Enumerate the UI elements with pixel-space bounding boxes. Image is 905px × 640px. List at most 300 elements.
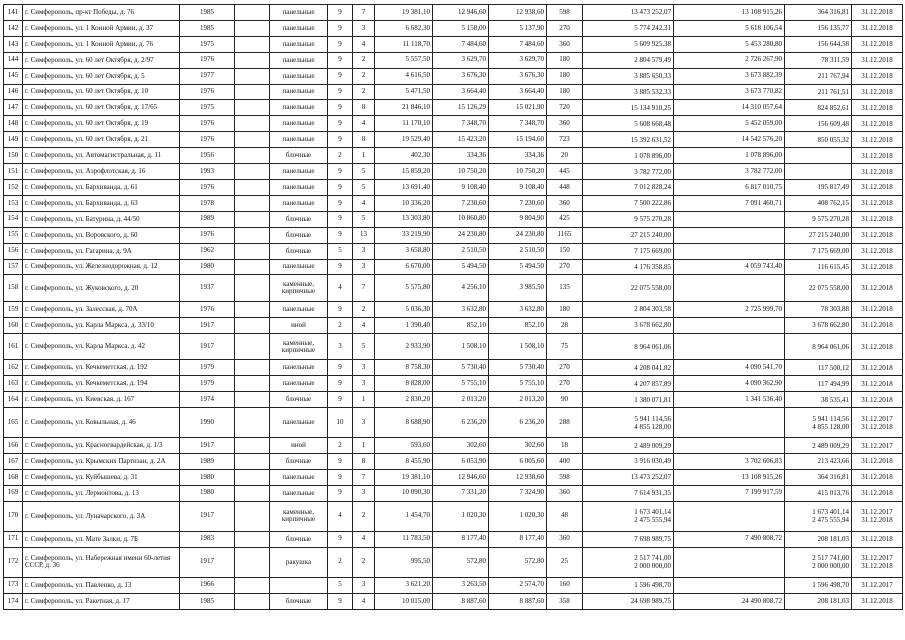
completion-date-line: 31.12.2018 — [861, 597, 893, 606]
living-area-cell: 2 013,20 — [433, 392, 489, 408]
floors-cell: 9 — [328, 5, 353, 21]
entrances-cell: 2 — [353, 68, 375, 84]
table-row — [4, 453, 903, 469]
total-cost-line: 2 000 000,00 — [634, 562, 671, 571]
address-cell: г. Симферополь, ул. Карла Маркса, д. 42 — [23, 333, 180, 360]
row-number-cell: 172 — [4, 547, 23, 577]
residents-cell: 360 — [547, 485, 583, 501]
completion-date-line: 31.12.2018 — [861, 516, 893, 525]
floors-cell: 9 — [328, 68, 353, 84]
completion-date-line: 31.12.2018 — [861, 247, 893, 256]
total-cost-line: 7 175 669,00 — [634, 247, 671, 256]
completion-date-line: 31.12.2018 — [861, 395, 893, 404]
row-number-cell: 152 — [4, 179, 23, 195]
completion-date-cell — [852, 531, 903, 547]
fund-cost-cell: 7 490 808,72 — [674, 531, 785, 547]
address-cell: г. Симферополь, ул. Автомагистральная, д. 11 — [23, 148, 180, 164]
residents-cell: 360 — [547, 36, 583, 52]
year-built-cell: 1980 — [180, 485, 235, 501]
year-built-cell: 1976 — [180, 301, 235, 317]
total-area-cell: 11 118,70 — [375, 36, 433, 52]
owner-cost-line: 38 535,41 — [821, 395, 849, 404]
owner-cost-line: 117 494,99 — [817, 379, 849, 388]
residential-area-cell: 3 629,70 — [489, 52, 547, 68]
owner-cost-cell — [785, 5, 852, 21]
floors-cell: 5 — [328, 577, 353, 593]
year-built-cell: 1917 — [180, 501, 235, 531]
row-number-cell: 145 — [4, 68, 23, 84]
completion-date-line: 31.12.2017 — [861, 581, 893, 590]
completion-date-line: 31.12.2018 — [861, 262, 893, 271]
residents-cell: 18 — [547, 438, 583, 454]
total-area-cell: 11 783,50 — [375, 531, 433, 547]
residential-area-cell: 3 676,30 — [489, 68, 547, 84]
total-area-cell: 5 575,80 — [375, 275, 433, 302]
row-number-cell: 159 — [4, 301, 23, 317]
total-cost-cell — [583, 453, 674, 469]
wall-material-cell: блочные — [270, 453, 328, 469]
wall-material-cell: блочные — [270, 531, 328, 547]
total-cost-cell — [583, 132, 674, 148]
address-cell: г. Симферополь, ул. Карла Маркса, д. 33/10 — [23, 317, 180, 333]
total-cost-line: 24 698 989,75 — [630, 597, 671, 606]
row-number-cell: 165 — [4, 408, 23, 438]
total-cost-line: 2 804 579,49 — [634, 56, 671, 65]
total-cost-cell — [583, 116, 674, 132]
completion-date-line: 31.12.2018 — [861, 305, 893, 314]
table-row — [4, 5, 903, 21]
wall-material-cell: блочные — [270, 148, 328, 164]
total-cost-cell — [583, 164, 674, 180]
table-row — [4, 164, 903, 180]
entrances-cell: 5 — [353, 211, 375, 227]
year-built-cell: 1985 — [180, 5, 235, 21]
table-row — [4, 408, 903, 438]
completion-date-cell — [852, 164, 903, 180]
residential-area-cell: 12 938,60 — [489, 5, 547, 21]
total-cost-line: 4 855 128,00 — [634, 422, 671, 431]
owner-cost-cell — [785, 547, 852, 577]
owner-cost-cell — [785, 211, 852, 227]
row-number-cell: 161 — [4, 333, 23, 360]
blank-cell-cell — [235, 547, 270, 577]
fund-cost-cell: 13 108 915,26 — [674, 469, 785, 485]
wall-material-cell: панельные — [270, 52, 328, 68]
blank-cell-cell — [235, 275, 270, 302]
completion-date-cell — [852, 501, 903, 531]
owner-cost-cell — [785, 179, 852, 195]
address-cell: г. Симферополь, ул. Крымских Партизан, д. 2А — [23, 453, 180, 469]
owner-cost-cell — [785, 408, 852, 438]
year-built-cell: 1983 — [180, 531, 235, 547]
owner-cost-line: 156 135,77 — [817, 24, 849, 33]
blank-cell-cell — [235, 408, 270, 438]
blank-cell-cell — [235, 84, 270, 100]
total-area-cell: 402,30 — [375, 148, 433, 164]
completion-date-cell — [852, 392, 903, 408]
completion-date-cell — [852, 148, 903, 164]
entrances-cell: 2 — [353, 301, 375, 317]
residential-area-cell: 15 021,90 — [489, 100, 547, 116]
residents-cell: 445 — [547, 164, 583, 180]
wall-material-cell: панельные — [270, 68, 328, 84]
completion-date-cell — [852, 469, 903, 485]
total-cost-cell — [583, 392, 674, 408]
address-cell: г. Симферополь, ул. Павленко, д. 13 — [23, 577, 180, 593]
residential-area-cell: 7 484,60 — [489, 36, 547, 52]
living-area-cell: 8 887,60 — [433, 593, 489, 609]
wall-material-cell: панельные — [270, 301, 328, 317]
year-built-cell: 1977 — [180, 68, 235, 84]
year-built-cell: 1979 — [180, 360, 235, 376]
residents-cell: 270 — [547, 360, 583, 376]
total-cost-line: 5 609 925,38 — [634, 40, 671, 49]
completion-date-line: 31.12.2018 — [861, 363, 893, 372]
fund-cost-cell: 24 490 808,72 — [674, 593, 785, 609]
address-cell: г. Симферополь, ул. Ковыльная, д. 46 — [23, 408, 180, 438]
entrances-cell: 8 — [353, 453, 375, 469]
wall-material-cell: панельные — [270, 360, 328, 376]
completion-date-cell — [852, 408, 903, 438]
floors-cell: 9 — [328, 593, 353, 609]
living-area-cell: 3 664,40 — [433, 84, 489, 100]
wall-material-cell: панельные — [270, 36, 328, 52]
completion-date-cell — [852, 100, 903, 116]
row-number-cell: 171 — [4, 531, 23, 547]
living-area-cell: 7 331,20 — [433, 485, 489, 501]
owner-cost-line: 1 673 401,14 — [812, 508, 849, 517]
row-number-cell: 169 — [4, 485, 23, 501]
owner-cost-line: 3 678 662,80 — [812, 321, 849, 330]
total-area-cell: 995,50 — [375, 547, 433, 577]
living-area-cell: 7 230,60 — [433, 195, 489, 211]
entrances-cell: 5 — [353, 164, 375, 180]
blank-cell-cell — [235, 501, 270, 531]
wall-material-cell: панельные — [270, 469, 328, 485]
residents-cell: 720 — [547, 100, 583, 116]
table-row — [4, 259, 903, 275]
total-area-cell: 2 933,90 — [375, 333, 433, 360]
residential-area-cell: 10 750,20 — [489, 164, 547, 180]
total-cost-cell — [583, 148, 674, 164]
completion-date-cell — [852, 593, 903, 609]
blank-cell-cell — [235, 211, 270, 227]
table-row — [4, 68, 903, 84]
address-cell: г. Симферополь, ул. Жуковского, д. 20 — [23, 275, 180, 302]
blank-cell-cell — [235, 100, 270, 116]
table-row — [4, 132, 903, 148]
completion-date-cell — [852, 195, 903, 211]
owner-cost-line: 116 615,45 — [817, 262, 849, 271]
residents-cell: 448 — [547, 179, 583, 195]
total-cost-line: 5 608 668,48 — [634, 119, 671, 128]
wall-material-cell: панельные — [270, 408, 328, 438]
owner-cost-line: 4 855 128,00 — [812, 422, 849, 431]
table-row — [4, 469, 903, 485]
blank-cell-cell — [235, 360, 270, 376]
residents-cell: 180 — [547, 301, 583, 317]
total-cost-cell — [583, 5, 674, 21]
blank-cell-cell — [235, 453, 270, 469]
floors-cell: 9 — [328, 360, 353, 376]
owner-cost-line: 8 964 061,06 — [812, 342, 849, 351]
owner-cost-cell — [785, 195, 852, 211]
living-area-cell: 5 755,10 — [433, 376, 489, 392]
wall-material-cell: блочные — [270, 392, 328, 408]
address-cell: г. Симферополь, ул. 1 Конной Армии, д. 37 — [23, 20, 180, 36]
wall-material-cell: блочные — [270, 243, 328, 259]
total-area-cell: 19 529,40 — [375, 132, 433, 148]
completion-date-cell — [852, 20, 903, 36]
fund-cost-cell: 3 702 606,83 — [674, 453, 785, 469]
entrances-cell: 3 — [353, 360, 375, 376]
completion-date-cell — [852, 36, 903, 52]
year-built-cell: 1917 — [180, 333, 235, 360]
total-area-cell: 5 557,50 — [375, 52, 433, 68]
row-number-cell: 144 — [4, 52, 23, 68]
address-cell: г. Симферополь, ул. 60 лет Октября, д. 2/97 — [23, 52, 180, 68]
total-cost-cell — [583, 333, 674, 360]
total-cost-cell — [583, 547, 674, 577]
total-area-cell: 3 621,20 — [375, 577, 433, 593]
completion-date-line: 31.12.2018 — [861, 40, 893, 49]
blank-cell-cell — [235, 36, 270, 52]
completion-date-line: 31.12.2017 — [861, 554, 893, 563]
completion-date-line: 31.12.2018 — [861, 167, 893, 176]
total-area-cell: 13 303,80 — [375, 211, 433, 227]
completion-date-cell — [852, 84, 903, 100]
table-row — [4, 485, 903, 501]
owner-cost-line: 78 311,59 — [821, 56, 849, 65]
owner-cost-line: 2 517 741,00 — [812, 554, 849, 563]
total-cost-cell — [583, 360, 674, 376]
fund-cost-cell: 3 782 772,00 — [674, 164, 785, 180]
wall-material-cell: каменные, кирпичные — [270, 275, 328, 302]
living-area-cell: 3 263,50 — [433, 577, 489, 593]
total-cost-line: 1 596 498,70 — [634, 581, 671, 590]
blank-cell-cell — [235, 593, 270, 609]
floors-cell: 5 — [328, 243, 353, 259]
blank-cell-cell — [235, 317, 270, 333]
fund-cost-cell — [674, 275, 785, 302]
total-area-cell: 1 454,70 — [375, 501, 433, 531]
table-row — [4, 438, 903, 454]
total-area-cell: 8 758,30 — [375, 360, 433, 376]
total-area-cell: 13 691,40 — [375, 179, 433, 195]
owner-cost-cell — [785, 84, 852, 100]
living-area-cell: 7 348,70 — [433, 116, 489, 132]
wall-material-cell — [270, 577, 328, 593]
row-number-cell: 143 — [4, 36, 23, 52]
total-cost-line: 15 392 631,52 — [630, 135, 671, 144]
row-number-cell: 149 — [4, 132, 23, 148]
residential-area-cell: 852,10 — [489, 317, 547, 333]
entrances-cell: 2 — [353, 52, 375, 68]
total-cost-cell — [583, 376, 674, 392]
residential-area-cell: 12 938,60 — [489, 469, 547, 485]
year-built-cell: 1976 — [180, 84, 235, 100]
blank-cell-cell — [235, 577, 270, 593]
owner-cost-line: 213 423,66 — [817, 457, 849, 466]
residential-area-cell: 572,80 — [489, 547, 547, 577]
table-row — [4, 547, 903, 577]
owner-cost-line: 22 075 558,00 — [808, 284, 849, 293]
floors-cell: 9 — [328, 531, 353, 547]
owner-cost-line: 364 316,81 — [817, 8, 849, 17]
owner-cost-cell — [785, 469, 852, 485]
fund-cost-cell: 7 199 917,59 — [674, 485, 785, 501]
owner-cost-cell — [785, 333, 852, 360]
address-cell: г. Симферополь, ул. Красногвардейская, д. 1/3 — [23, 438, 180, 454]
blank-cell-cell — [235, 195, 270, 211]
year-built-cell: 1974 — [180, 392, 235, 408]
completion-date-cell — [852, 485, 903, 501]
completion-date-cell — [852, 179, 903, 195]
blank-cell-cell — [235, 179, 270, 195]
residents-cell: 20 — [547, 148, 583, 164]
row-number-cell: 146 — [4, 84, 23, 100]
fund-cost-cell — [674, 211, 785, 227]
table-row — [4, 376, 903, 392]
total-area-cell: 1 390,40 — [375, 317, 433, 333]
row-number-cell: 162 — [4, 360, 23, 376]
completion-date-line: 31.12.2018 — [861, 422, 893, 431]
fund-cost-cell — [674, 501, 785, 531]
wall-material-cell: каменные, кирпичные — [270, 501, 328, 531]
address-cell: г. Симферополь, ул. Луначарского, д. 3А — [23, 501, 180, 531]
total-cost-cell — [583, 275, 674, 302]
year-built-cell: 1980 — [180, 259, 235, 275]
owner-cost-line: 78 303,88 — [821, 305, 849, 314]
row-number-cell: 155 — [4, 227, 23, 243]
completion-date-line: 31.12.2018 — [861, 473, 893, 482]
total-cost-line: 22 075 558,00 — [630, 284, 671, 293]
owner-cost-cell — [785, 453, 852, 469]
living-area-cell: 6 053,90 — [433, 453, 489, 469]
year-built-cell: 1962 — [180, 243, 235, 259]
fund-cost-cell — [674, 243, 785, 259]
owner-cost-cell — [785, 243, 852, 259]
table-body — [4, 5, 903, 610]
year-built-cell: 1976 — [180, 179, 235, 195]
completion-date-cell — [852, 453, 903, 469]
residential-area-cell: 5 755,10 — [489, 376, 547, 392]
table-row — [4, 275, 903, 302]
total-area-cell: 21 846,10 — [375, 100, 433, 116]
address-cell: г. Симферополь, ул. Набережная имени 60-летия СССР, д. 36 — [23, 547, 180, 577]
entrances-cell: 8 — [353, 132, 375, 148]
living-area-cell: 3 632,80 — [433, 301, 489, 317]
living-area-cell: 5 730,40 — [433, 360, 489, 376]
blank-cell-cell — [235, 392, 270, 408]
entrances-cell: 5 — [353, 333, 375, 360]
wall-material-cell: панельные — [270, 20, 328, 36]
year-built-cell: 1917 — [180, 317, 235, 333]
total-cost-cell — [583, 317, 674, 333]
wall-material-cell: панельные — [270, 100, 328, 116]
blank-cell-cell — [235, 116, 270, 132]
completion-date-line: 31.12.2018 — [861, 489, 893, 498]
total-area-cell: 593,60 — [375, 438, 433, 454]
living-area-cell: 1 020,30 — [433, 501, 489, 531]
entrances-cell: 3 — [353, 408, 375, 438]
residential-area-cell: 5 137,90 — [489, 20, 547, 36]
completion-date-line: 31.12.2018 — [861, 379, 893, 388]
total-area-cell: 19 381,10 — [375, 5, 433, 21]
total-cost-line: 13 473 252,07 — [630, 8, 671, 17]
fund-cost-cell: 5 453 280,80 — [674, 36, 785, 52]
total-cost-cell — [583, 301, 674, 317]
floors-cell: 9 — [328, 164, 353, 180]
row-number-cell: 150 — [4, 148, 23, 164]
residents-cell: 270 — [547, 20, 583, 36]
year-built-cell: 1985 — [180, 20, 235, 36]
table-row — [4, 211, 903, 227]
completion-date-cell — [852, 243, 903, 259]
address-cell: г. Симферополь, ул. Кечкеметская, д. 192 — [23, 360, 180, 376]
entrances-cell: 2 — [353, 501, 375, 531]
total-cost-cell — [583, 100, 674, 116]
row-number-cell: 160 — [4, 317, 23, 333]
table-row — [4, 243, 903, 259]
blank-cell-cell — [235, 5, 270, 21]
address-cell: г. Симферополь, ул. 1 Конной Армии, д. 76 — [23, 36, 180, 52]
floors-cell: 9 — [328, 259, 353, 275]
living-area-cell: 12 946,60 — [433, 469, 489, 485]
floors-cell: 10 — [328, 408, 353, 438]
year-built-cell: 1990 — [180, 408, 235, 438]
owner-cost-cell — [785, 360, 852, 376]
year-built-cell: 1978 — [180, 195, 235, 211]
total-cost-line: 4 208 041,82 — [634, 363, 671, 372]
owner-cost-cell — [785, 116, 852, 132]
fund-cost-cell — [674, 438, 785, 454]
fund-cost-cell — [674, 227, 785, 243]
residents-cell: 25 — [547, 547, 583, 577]
entrances-cell: 7 — [353, 5, 375, 21]
owner-cost-cell — [785, 148, 852, 164]
floors-cell: 9 — [328, 301, 353, 317]
living-area-cell: 15 423,20 — [433, 132, 489, 148]
total-cost-line: 13 473 252,07 — [630, 473, 671, 482]
total-cost-line: 7 698 989,75 — [634, 535, 671, 544]
completion-date-cell — [852, 547, 903, 577]
residential-area-cell: 334,36 — [489, 148, 547, 164]
residents-cell: 723 — [547, 132, 583, 148]
year-built-cell: 1917 — [180, 438, 235, 454]
completion-date-cell — [852, 438, 903, 454]
year-built-cell: 1966 — [180, 577, 235, 593]
owner-cost-line: 211 767,94 — [817, 72, 849, 81]
total-cost-line: 1 380 071,81 — [634, 395, 671, 404]
blank-cell-cell — [235, 227, 270, 243]
owner-cost-cell — [785, 100, 852, 116]
total-area-cell: 8 455,90 — [375, 453, 433, 469]
residents-cell: 270 — [547, 259, 583, 275]
fund-cost-cell: 4 059 743,40 — [674, 259, 785, 275]
completion-date-cell — [852, 132, 903, 148]
total-cost-line: 3 885 532,33 — [634, 87, 671, 96]
entrances-cell: 3 — [353, 243, 375, 259]
floors-cell: 9 — [328, 485, 353, 501]
address-cell: г. Симферополь, ул. Воровского, д. 60 — [23, 227, 180, 243]
residential-area-cell: 2 510,50 — [489, 243, 547, 259]
total-area-cell: 10 015,00 — [375, 593, 433, 609]
year-built-cell: 1979 — [180, 376, 235, 392]
row-number-cell: 166 — [4, 438, 23, 454]
address-cell: г. Симферополь, ул. Ракетная, д. 17 — [23, 593, 180, 609]
blank-cell-cell — [235, 164, 270, 180]
